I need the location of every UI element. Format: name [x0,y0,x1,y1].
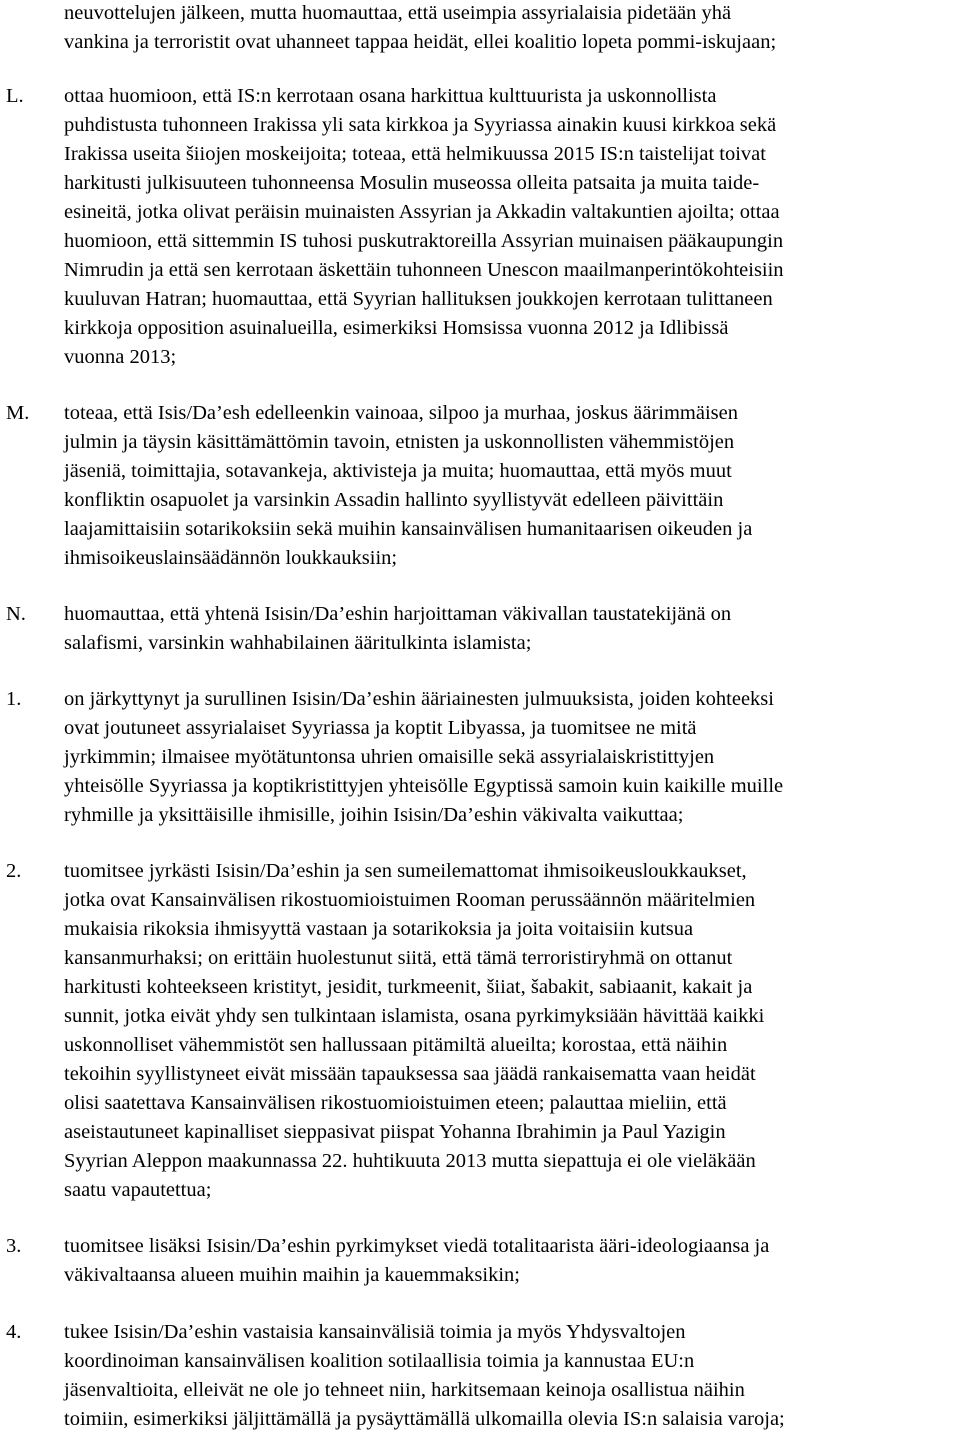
item-l-line: kirkkoja opposition asuinalueilla, esimerkiksi Homsissa vuonna 2012 ja Idlibissä [64,317,729,339]
item-2-line: jotka ovat Kansainvälisen rikostuomioistuimen Rooman perussäännön määritelmien [64,889,756,911]
item-l-line: ottaa huomioon, että IS:n kerrotaan osana harkittua kulttuurista ja uskonnollista [64,85,717,107]
item-2-line: uskonnolliset vähemmistöt sen hallussaan pitämiltä alueilta; korostaa, että näihin [64,1034,728,1056]
intro-line: vankina ja terroristit ovat uhanneet tappaa heidät, ellei koalitio lopeta pommi-iskujaan; [64,31,777,53]
item-1-line: ovat joutuneet assyrialaiset Syyriassa ja koptit Libyassa, ja tuomitsee ne mitä [64,717,697,739]
item-2-line: sunnit, jotka eivät yhdy sen tulkintaan islamista, osana pyrkimyksiään hävittää kaikki [64,1005,765,1027]
item-3-line: tuomitsee lisäksi Isisin/Da’eshin pyrkimykset viedä totalitaarista ääri-ideologiaansa ja [64,1235,770,1257]
item-m-line: laajamittaisiin sotarikoksiin sekä muihin kansainvälisen humanitaarisen oikeuden ja [64,518,753,540]
intro-line: neuvottelujen jälkeen, mutta huomauttaa, että useimpia assyrialaisia pidetään yhä [64,2,732,24]
item-n-line: salafismi, varsinkin wahhabilainen ääritulkinta islamista; [64,632,532,654]
item-l-line: kuuluvan Hatran; huomauttaa, että Syyrian hallituksen joukkojen kerrotaan tulittaneen [64,288,773,310]
item-l-line: esineitä, jotka olivat peräisin muinaisten Assyrian ja Akkadin valtakuntien ajoilta; ottaa [64,201,780,223]
item-marker-3: 3. [6,1235,22,1257]
item-2-line: olisi saatettava Kansainvälisen rikostuomioistuimen eteen; palauttaa mieliin, että [64,1092,727,1114]
item-1-line: jyrkimmin; ilmaisee myötätuntonsa uhrien omaisille sekä assyrialaiskristittyjen [64,746,715,768]
item-2-line: aseistautuneet kapinalliset sieppasivat piispat Yohanna Ibrahimin ja Paul Yazigin [64,1121,726,1143]
item-1-line: ryhmille ja yksittäisille ihmisille, joihin Isisin/Da’eshin väkivalta vaikuttaa; [64,804,684,826]
item-2-line: saatu vapautettua; [64,1179,212,1201]
item-l-line: vuonna 2013; [64,346,177,368]
item-m-line: ihmisoikeuslainsäädännön loukkauksiin; [64,547,398,569]
item-l-line: harkitusti julkisuuteen tuhonneensa Mosulin museossa olleita patsaita ja muita taide- [64,172,760,194]
item-4-line: jäsenvaltioita, elleivät ne ole jo tehneet niin, harkitsemaan keinoja osallistua näihin [64,1379,745,1401]
item-m-line: toteaa, että Isis/Da’esh edelleenkin vainoaa, silpoo ja murhaa, joskus äärimmäisen [64,402,738,424]
item-1-line: on järkyttynyt ja surullinen Isisin/Da’eshin ääriainesten julmuuksista, joiden kohteeksi [64,688,774,710]
item-marker-1: 1. [6,688,22,710]
item-marker-n: N. [6,603,26,625]
item-2-line: harkitusti kohteekseen kristityt, jesidit, turkmeenit, šiiat, šabakit, sabiaanit, kakait ja [64,976,753,998]
item-2-line: tuomitsee jyrkästi Isisin/Da’eshin ja sen sumeilemattomat ihmisoikeusloukkaukset, [64,860,747,882]
item-2-line: mukaisia rikoksia ihmisyyttä vastaan ja sotarikoksia ja joita voitaisiin kutsua [64,918,694,940]
item-l-line: huomioon, että sittemmin IS tuhosi puskutraktoreilla Assyrian muinaisen pääkaupungin [64,230,784,252]
item-m-line: jäseniä, toimittajia, sotavankeja, aktivisteja ja muita; huomauttaa, että myös muut [64,460,732,482]
item-2-line: Syyrian Aleppon maakunnassa 22. huhtikuuta 2013 mutta siepattuja ei ole vieläkään [64,1150,756,1172]
item-1-line: yhteisölle Syyriassa ja koptikristittyjen yhteisölle Egyptissä samoin kuin kaikille muille [64,775,784,797]
item-n-line: huomauttaa, että yhtenä Isisin/Da’eshin harjoittaman väkivallan taustatekijänä on [64,603,732,625]
item-marker-2: 2. [6,860,22,882]
item-m-line: konfliktin osapuolet ja varsinkin Assadin hallinto syyllistyvät edelleen päivittäin [64,489,724,511]
item-4-line: tukee Isisin/Da’eshin vastaisia kansainvälisiä toimia ja myös Yhdysvaltojen [64,1321,686,1343]
item-3-line: väkivaltaansa alueen muihin maihin ja kauemmaksikin; [64,1264,520,1286]
item-m-line: julmin ja täysin käsittämättömin tavoin, etnisten ja uskonnollisten vähemmistöjen [64,431,735,453]
item-4-line: koordinoiman kansainvälisen koalition sotilaallisia toimia ja kannustaa EU:n [64,1350,695,1372]
item-4-line: toimiin, esimerkiksi jäljittämällä ja pysäyttämällä ulkomailla olevia IS:n salaisia varoja; [64,1408,785,1430]
item-marker-4: 4. [6,1321,22,1343]
item-l-line: Nimrudin ja että sen kerrotaan äskettäin tuhonneen Unescon maailmanperintökohteisiin [64,259,784,281]
item-2-line: tekoihin syyllistyneet eivät missään tapauksessa saa jäädä rankaisematta vaan heidät [64,1063,756,1085]
item-l-line: Irakissa useita šiiojen moskeijoita; toteaa, että helmikuussa 2015 IS:n taistelijat toivat [64,143,766,165]
item-l-line: puhdistusta tuhonneen Irakissa yli sata kirkkoa ja Syyriassa ainakin kuusi kirkkoa sekä [64,114,777,136]
item-marker-l: L. [6,85,24,107]
item-marker-m: M. [6,402,30,424]
item-2-line: kansanmurhaksi; on erittäin huolestunut siitä, että tämä terroristiryhmä on ottanut [64,947,733,969]
